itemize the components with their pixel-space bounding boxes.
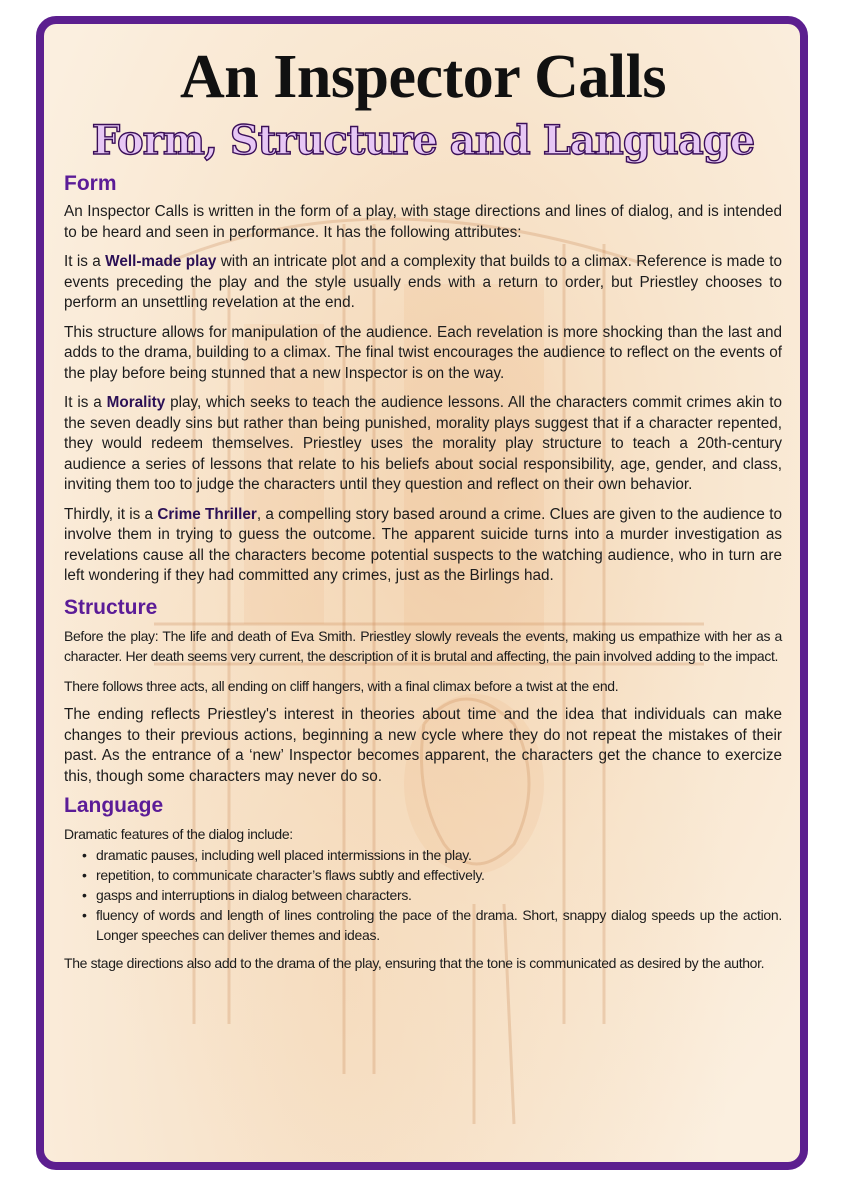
page-title: An Inspector Calls: [180, 43, 666, 111]
morality-pre: It is a: [64, 394, 107, 411]
poster-frame: [36, 16, 808, 1170]
bullet-icon: •: [82, 906, 87, 923]
poster-content: [64, 42, 782, 982]
form-intro: An Inspector Calls is written in the form of a play, with stage directions and lines of dialog, and is intended to be heard and seen in performance. It has the following attributes:: [64, 203, 782, 241]
manipulation-paragraph: This structure allows for manipulation of the audience. Each revelation is more shocking than the last and adds to the drama, building to a climax. The final twist encourages the audience to reflect on the events of the play before being stunned that a new Inspector is on the way.: [64, 323, 782, 382]
bullet-icon: •: [82, 886, 87, 903]
bullet-icon: •: [82, 866, 87, 883]
crime-post: , a compelling story based around a crime. Clues are given to the audience to involve them in trying to guess the outcome. The apparent suicide turns into a murder investigation as revelations cause all the characters become potential suspects to the watching audience, who in turn are left wondering if they had committed any crimes, just as the Birlings had.: [64, 505, 782, 584]
dialog-features-list: [64, 845, 782, 945]
language-heading: Language: [64, 794, 164, 817]
list-item: [82, 885, 782, 905]
language-section: [64, 794, 782, 973]
closing-paragraph: The stage directions also add to the drama of the play, ensuring that the tone is communicated as desired by the author.: [64, 954, 765, 971]
three-acts-paragraph: There follows three acts, all ending on cliff hangers, with a final climax before a twist at the end.: [64, 677, 619, 694]
morality-post: play, which seeks to teach the audience lessons. All the characters commit crimes akin to the seven deadly sins but rather than being punished, morality plays suggest that if a character repented, they would redeem themselves. Priestley uses the morality play structure to teach a 20th-century audience a series of lessons that relate to his beliefs about social responsibility, age, gender, and class, inviting them too to judge the characters until they question and reflect on their own behavior.: [64, 394, 782, 493]
list-item: [82, 845, 782, 865]
list-item: [82, 905, 782, 945]
crime-pre: Thirdly, it is a: [64, 505, 158, 523]
before-play-paragraph: Before the play: The life and death of Eva Smith. Priestley slowly reveals the events, making us empathize with her as a character. Her death seems very current, the description of it is brutal and affecting, the pain involved adding to the impact.: [64, 627, 782, 664]
well-made-paragraph: [64, 252, 782, 314]
list-item: [82, 865, 782, 885]
well-made-pre: It is a: [64, 253, 106, 270]
list-item-text: dramatic pauses, including well placed intermissions in the play.: [96, 846, 472, 863]
well-made-post: with an intricate plot and a complexity that builds to a climax. Reference is made to events preceding the play and the style usually ends with a return to order, but Priestley chooses to perform an unsettling revelation at the end.: [64, 253, 782, 311]
form-section: [64, 172, 782, 587]
crime-term: Crime Thriller: [157, 505, 257, 523]
ending-paragraph: The ending reflects Priestley's interest in theories about time and the idea that individuals can make changes to their previous actions, beginning a new cycle where they do not repeat the mistakes of their past. As the entrance of a ‘new’ Inspector becomes apparent, the characters get the chance to exercize this, though some characters may never do so.: [64, 706, 782, 785]
list-item-text: repetition, to communicate character’s flaws subtly and effectively.: [96, 866, 485, 883]
morality-paragraph: [64, 393, 782, 496]
crime-thriller-paragraph: [64, 505, 782, 587]
bullet-icon: •: [82, 846, 87, 863]
structure-heading: Structure: [64, 595, 158, 619]
language-intro: Dramatic features of the dialog include:: [64, 826, 293, 842]
structure-section: [64, 596, 782, 788]
list-item-text: gasps and interruptions in dialog between characters.: [96, 886, 412, 903]
list-item-text: fluency of words and length of lines controling the pace of the drama. Short, snappy dialog speeds up the action. Longer speeches can deliver themes and ideas.: [96, 906, 782, 943]
morality-term: Morality: [106, 394, 166, 411]
page-subtitle: Form, Structure and Language: [91, 117, 755, 164]
form-heading: Form: [64, 172, 117, 195]
well-made-term: Well-made play: [105, 253, 217, 270]
